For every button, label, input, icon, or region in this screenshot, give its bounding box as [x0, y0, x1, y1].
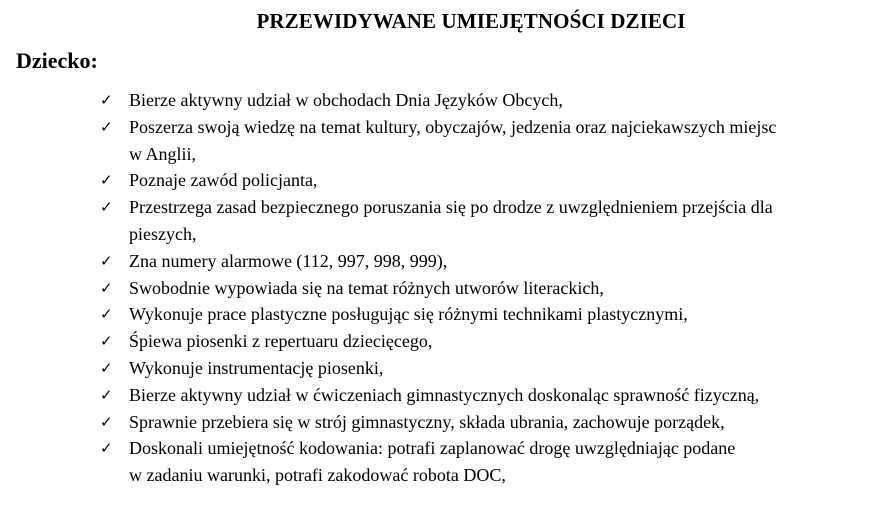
list-item-text	[129, 382, 862, 409]
list-item-text	[129, 328, 862, 355]
list-item-text	[129, 114, 862, 168]
skills-list	[0, 87, 882, 489]
checkmark-icon: ✓	[100, 117, 113, 136]
list-item-line: w Anglii,	[129, 143, 197, 164]
section-heading: Dziecko:	[16, 48, 98, 73]
list-item	[0, 435, 882, 489]
list-item-text	[129, 435, 862, 489]
list-item-text	[129, 167, 862, 194]
list-item	[0, 275, 882, 302]
list-item	[0, 355, 882, 382]
list-item-line: Wykonuje instrumentację piosenki,	[129, 357, 384, 378]
checkmark-icon: ✓	[100, 332, 113, 351]
list-item-line: Doskonali umiejętność kodowania: potrafi zaplanować drogę uwzględniając podane	[129, 438, 736, 459]
list-item-text	[129, 194, 862, 248]
list-item	[0, 382, 882, 409]
list-item-line: Przestrzega zasad bezpiecznego poruszania się po drodze z uwzględnieniem przejścia dla	[129, 197, 773, 218]
checkmark-icon: ✓	[100, 305, 113, 324]
list-item	[0, 114, 882, 168]
list-item	[0, 167, 882, 194]
checkmark-icon: ✓	[100, 412, 113, 431]
list-item-line: Poszerza swoją wiedzę na temat kultury, obyczajów, jedzenia oraz najciekawszych miejsc	[129, 116, 777, 137]
list-item-line: Śpiewa piosenki z repertuaru dziecięcego,	[129, 331, 433, 352]
checkmark-icon: ✓	[100, 278, 113, 297]
list-item-line: w zadaniu warunki, potrafi zakodować robota DOC,	[129, 465, 506, 486]
checkmark-icon: ✓	[100, 439, 113, 458]
list-item-text	[129, 248, 862, 275]
list-item-text	[129, 87, 862, 114]
list-item-line: Sprawnie przebiera się w strój gimnastyczny, składa ubrania, zachowuje porządek,	[129, 411, 725, 432]
list-item	[0, 194, 882, 248]
list-item-line: Bierze aktywny udział w obchodach Dnia Języków Obcych,	[129, 90, 563, 110]
list-item-text	[129, 301, 862, 328]
list-item-line: pieszych,	[129, 223, 197, 244]
list-item-line: Swobodnie wypowiada się na temat różnych utworów literackich,	[129, 277, 604, 298]
checkmark-icon: ✓	[100, 198, 113, 217]
list-item	[0, 301, 882, 328]
list-item-line: Wykonuje prace plastyczne posługując się różnymi technikami plastycznymi,	[129, 304, 688, 325]
checkmark-icon: ✓	[100, 171, 113, 190]
list-item	[0, 87, 882, 114]
list-item-text	[129, 355, 862, 382]
list-item-line: Poznaje zawód policjanta,	[129, 170, 318, 191]
checkmark-icon: ✓	[100, 251, 113, 270]
list-item	[0, 328, 882, 355]
list-item-text	[129, 275, 862, 302]
list-item-text	[129, 409, 862, 436]
list-item	[0, 409, 882, 436]
checkmark-icon: ✓	[100, 385, 113, 404]
list-item	[0, 248, 882, 275]
list-item-line: Zna numery alarmowe (112, 997, 998, 999),	[129, 250, 448, 271]
checkmark-icon: ✓	[100, 91, 113, 109]
list-item-line: Bierze aktywny udział w ćwiczeniach gimnastycznych doskonaląc sprawność fizyczną,	[129, 384, 760, 405]
page-title: PRZEWIDYWANE UMIEJĘTNOŚCI DZIECI	[256, 9, 686, 33]
checkmark-icon: ✓	[100, 358, 113, 377]
